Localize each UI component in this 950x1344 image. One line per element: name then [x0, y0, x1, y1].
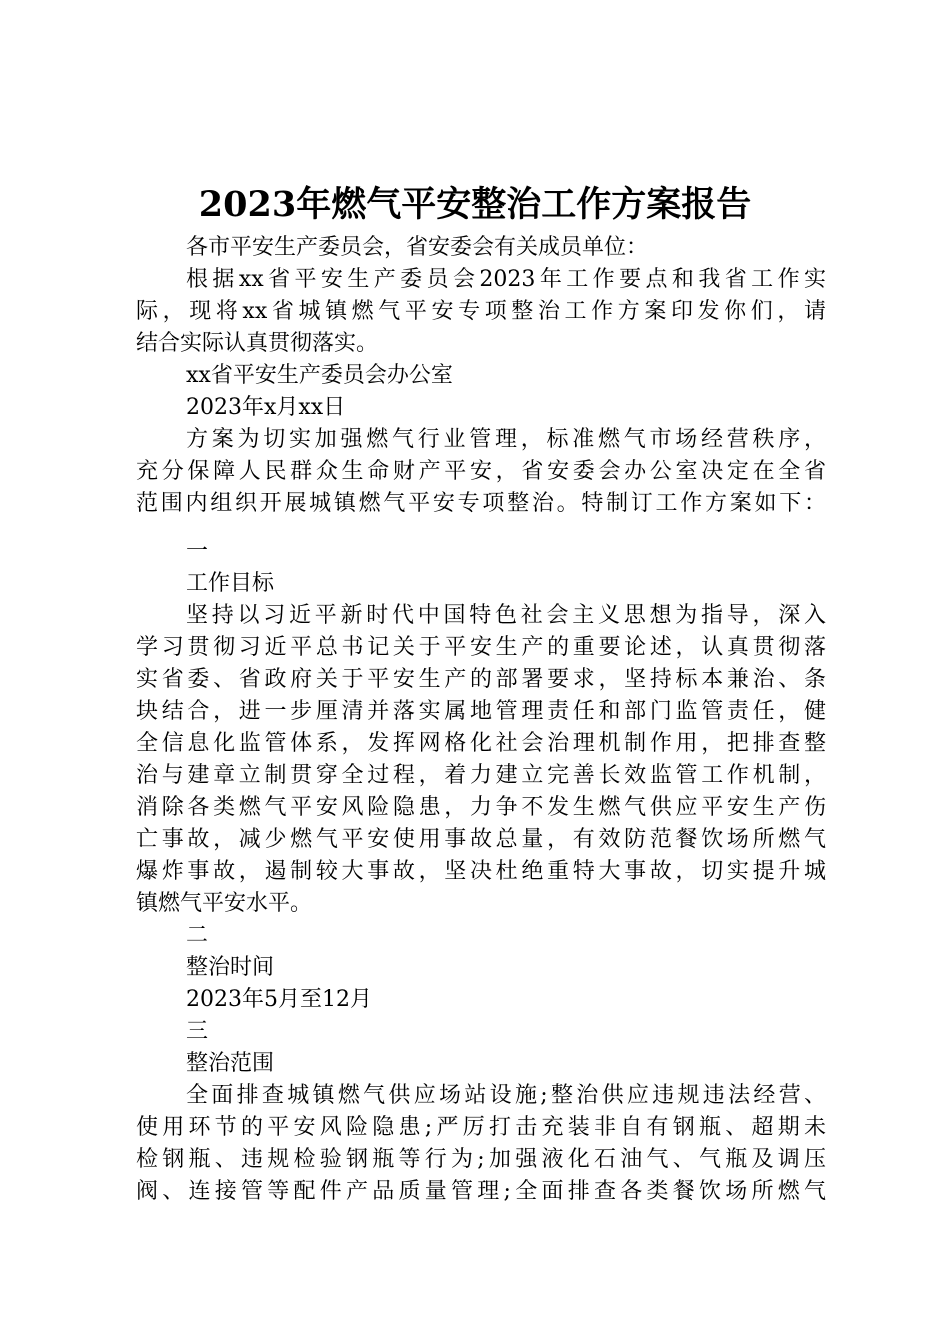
paragraph-line: 根据xx省平安生产委员会2023年工作要点和我省工作实: [186, 267, 826, 292]
paragraph-line: 坚持以习近平新时代中国特色社会主义思想为指导，深入: [186, 603, 826, 628]
paragraph-line: 学习贯彻习近平总书记关于平安生产的重要论述，认真贯彻落: [136, 635, 826, 660]
paragraph-line: 爆炸事故，遏制较大事故，坚决杜绝重特大事故，切实提升城: [136, 859, 826, 884]
section-heading: 工作目标: [186, 571, 275, 596]
paragraph-line: 充分保障人民群众生命财产平安，省安委会办公室决定在全省: [136, 459, 826, 484]
paragraph-line: 亡事故，减少燃气平安使用事故总量，有效防范餐饮场所燃气: [136, 827, 826, 852]
section-number: 三: [186, 1019, 209, 1044]
section-number: 二: [186, 923, 209, 948]
paragraph-line: 全信息化监管体系，发挥网格化社会治理机制作用，把排查整: [136, 731, 826, 756]
document-title: 2023年燃气平安整治工作方案报告: [198, 184, 752, 225]
paragraph-line: 实省委、省政府关于平安生产的部署要求，坚持标本兼治、条: [136, 667, 826, 692]
document-body: [136, 232, 826, 1208]
paragraph-line: 块结合，进一步厘清并落实属地管理责任和部门监管责任，健: [136, 699, 826, 724]
paragraph-line: 阀、连接管等配件产品质量管理;全面排查各类餐饮场所燃气: [136, 1179, 826, 1204]
paragraph-line: 使用环节的平安风险隐患;严厉打击充装非自有钢瓶、超期未: [136, 1115, 826, 1140]
paragraph-line: 范围内组织开展城镇燃气平安专项整治。特制订工作方案如下：: [136, 491, 826, 516]
paragraph-line: 消除各类燃气平安风险隐患，力争不发生燃气供应平安生产伤: [136, 795, 826, 820]
salutation-line: 各市平安生产委员会，省安委会有关成员单位：: [186, 235, 649, 260]
paragraph-line: 镇燃气平安水平。: [136, 891, 313, 916]
paragraph-line: 治与建章立制贯穿全过程，着力建立完善长效监管工作机制，: [136, 763, 826, 788]
paragraph-line: 检钢瓶、违规检验钢瓶等行为;加强液化石油气、气瓶及调压: [136, 1147, 826, 1172]
paragraph-line: 全面排查城镇燃气供应场站设施;整治供应违规违法经营、: [186, 1083, 826, 1108]
paragraph-gap: [136, 520, 826, 536]
date-line: 2023年x月xx日: [186, 395, 346, 420]
section-heading: 整治时间: [186, 955, 275, 980]
paragraph-line: 际，现将xx省城镇燃气平安专项整治工作方案印发你们，请: [136, 299, 826, 324]
paragraph-line: 2023年5月至12月: [186, 987, 372, 1012]
section-heading: 整治范围: [186, 1051, 275, 1076]
section-number: 一: [186, 539, 209, 564]
paragraph-line: 结合实际认真贯彻落实。: [136, 331, 379, 356]
paragraph-line: 方案为切实加强燃气行业管理，标准燃气市场经营秩序，: [186, 427, 826, 452]
issuer-line: xx省平安生产委员会办公室: [186, 363, 453, 388]
